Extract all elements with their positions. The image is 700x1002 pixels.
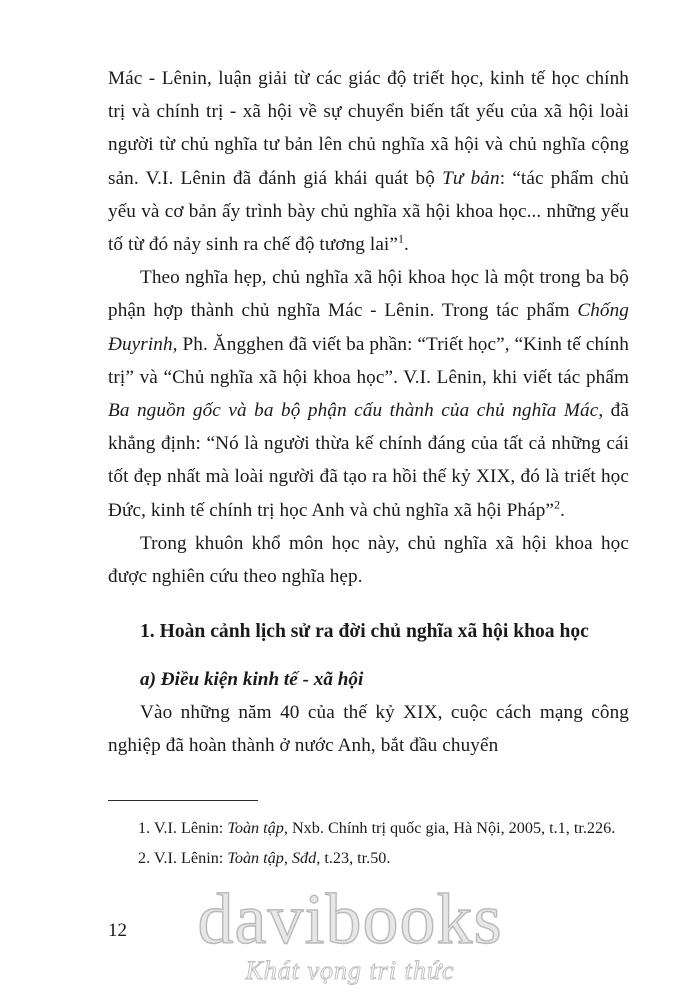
text-run: , Ph. Ăngghen đã viết ba phần: “Triết học”, “Kinh tế chính trị” và “Chủ nghĩa xã hội khoa học”. V.I. Lênin, khi viết tác phẩm <box>108 333 629 388</box>
footnote-item <box>108 815 629 841</box>
text-run: , Nxb. Chính trị quốc gia, Hà Nội, 2005, t.1, tr.226. <box>283 819 616 837</box>
italic-run: Ba nguồn gốc và ba bộ phận cấu thành của chủ nghĩa Mác <box>108 400 599 422</box>
paragraph <box>108 696 629 762</box>
text-run: Trong khuôn khổ môn học này, chủ nghĩa xã hội khoa học được nghiên cứu theo nghĩa hẹp. <box>108 532 629 588</box>
italic-run: Toàn tập, Sđd <box>227 849 317 867</box>
text-run: : “tác phẩm chủ yếu và cơ bản ấy trình bày chủ nghĩa xã hội khoa học... những yếu tố từ đó nảy sinh ra chế độ tương lai” <box>108 167 629 256</box>
paragraph <box>108 261 629 527</box>
text-run: 1. V.I. Lênin: <box>138 819 228 837</box>
paragraph <box>108 62 629 261</box>
sub-heading: a) Điều kiện kinh tế - xã hội <box>140 668 364 690</box>
text-run: Vào những năm 40 của thế kỷ XIX, cuộc cách mạng công nghiệp đã hoàn thành ở nước Anh, bắt đầu chuyển <box>108 701 629 757</box>
section-heading: 1. Hoàn cảnh lịch sử ra đời chủ nghĩa xã hội khoa học <box>140 621 589 643</box>
page-text-body <box>108 62 629 762</box>
paragraph <box>108 527 629 593</box>
italic-run: Chống Đuyrinh <box>108 300 629 355</box>
footnote-separator <box>108 800 258 801</box>
footnote-item <box>108 845 629 871</box>
footnote-marker: 1 <box>397 231 405 246</box>
watermark <box>0 879 700 986</box>
text-run: . <box>404 234 409 256</box>
footnote-block <box>108 800 629 875</box>
text-run: , t.23, tr.50. <box>316 849 391 867</box>
page-number: 12 <box>108 920 127 941</box>
text-run: Theo nghĩa hẹp, chủ nghĩa xã hội khoa học là một trong ba bộ phận hợp thành chủ nghĩa Mác - Lênin. Trong tác phẩm <box>108 267 629 322</box>
italic-run: Tư bản <box>442 167 500 189</box>
watermark-title: davibooks <box>197 879 503 959</box>
watermark-subtitle: Khát vọng tri thức <box>245 956 455 985</box>
text-run: , đã khẳng định: “Nó là người thừa kế chính đáng của tất cả những cái tốt đẹp nhất mà loài người đã tạo ra hồi thế kỷ XIX, đó là triết học Đức, kinh tế chính trị học Anh và chủ nghĩa xã hội Pháp” <box>108 400 629 521</box>
italic-run: Toàn tập <box>227 819 284 837</box>
text-run: Mác - Lênin, luận giải từ các giác độ triết học, kinh tế học chính trị và chính trị - xã hội về sự chuyển biến tất yếu của xã hội loài người từ chủ nghĩa tư bản lên chủ nghĩa xã hội và chủ nghĩa cộng sản. V.I. Lênin đã đánh giá khái quát bộ <box>108 68 629 189</box>
footnote-marker: 2 <box>554 497 561 512</box>
text-run: . <box>560 499 565 521</box>
text-run: 2. V.I. Lênin: <box>138 849 228 867</box>
